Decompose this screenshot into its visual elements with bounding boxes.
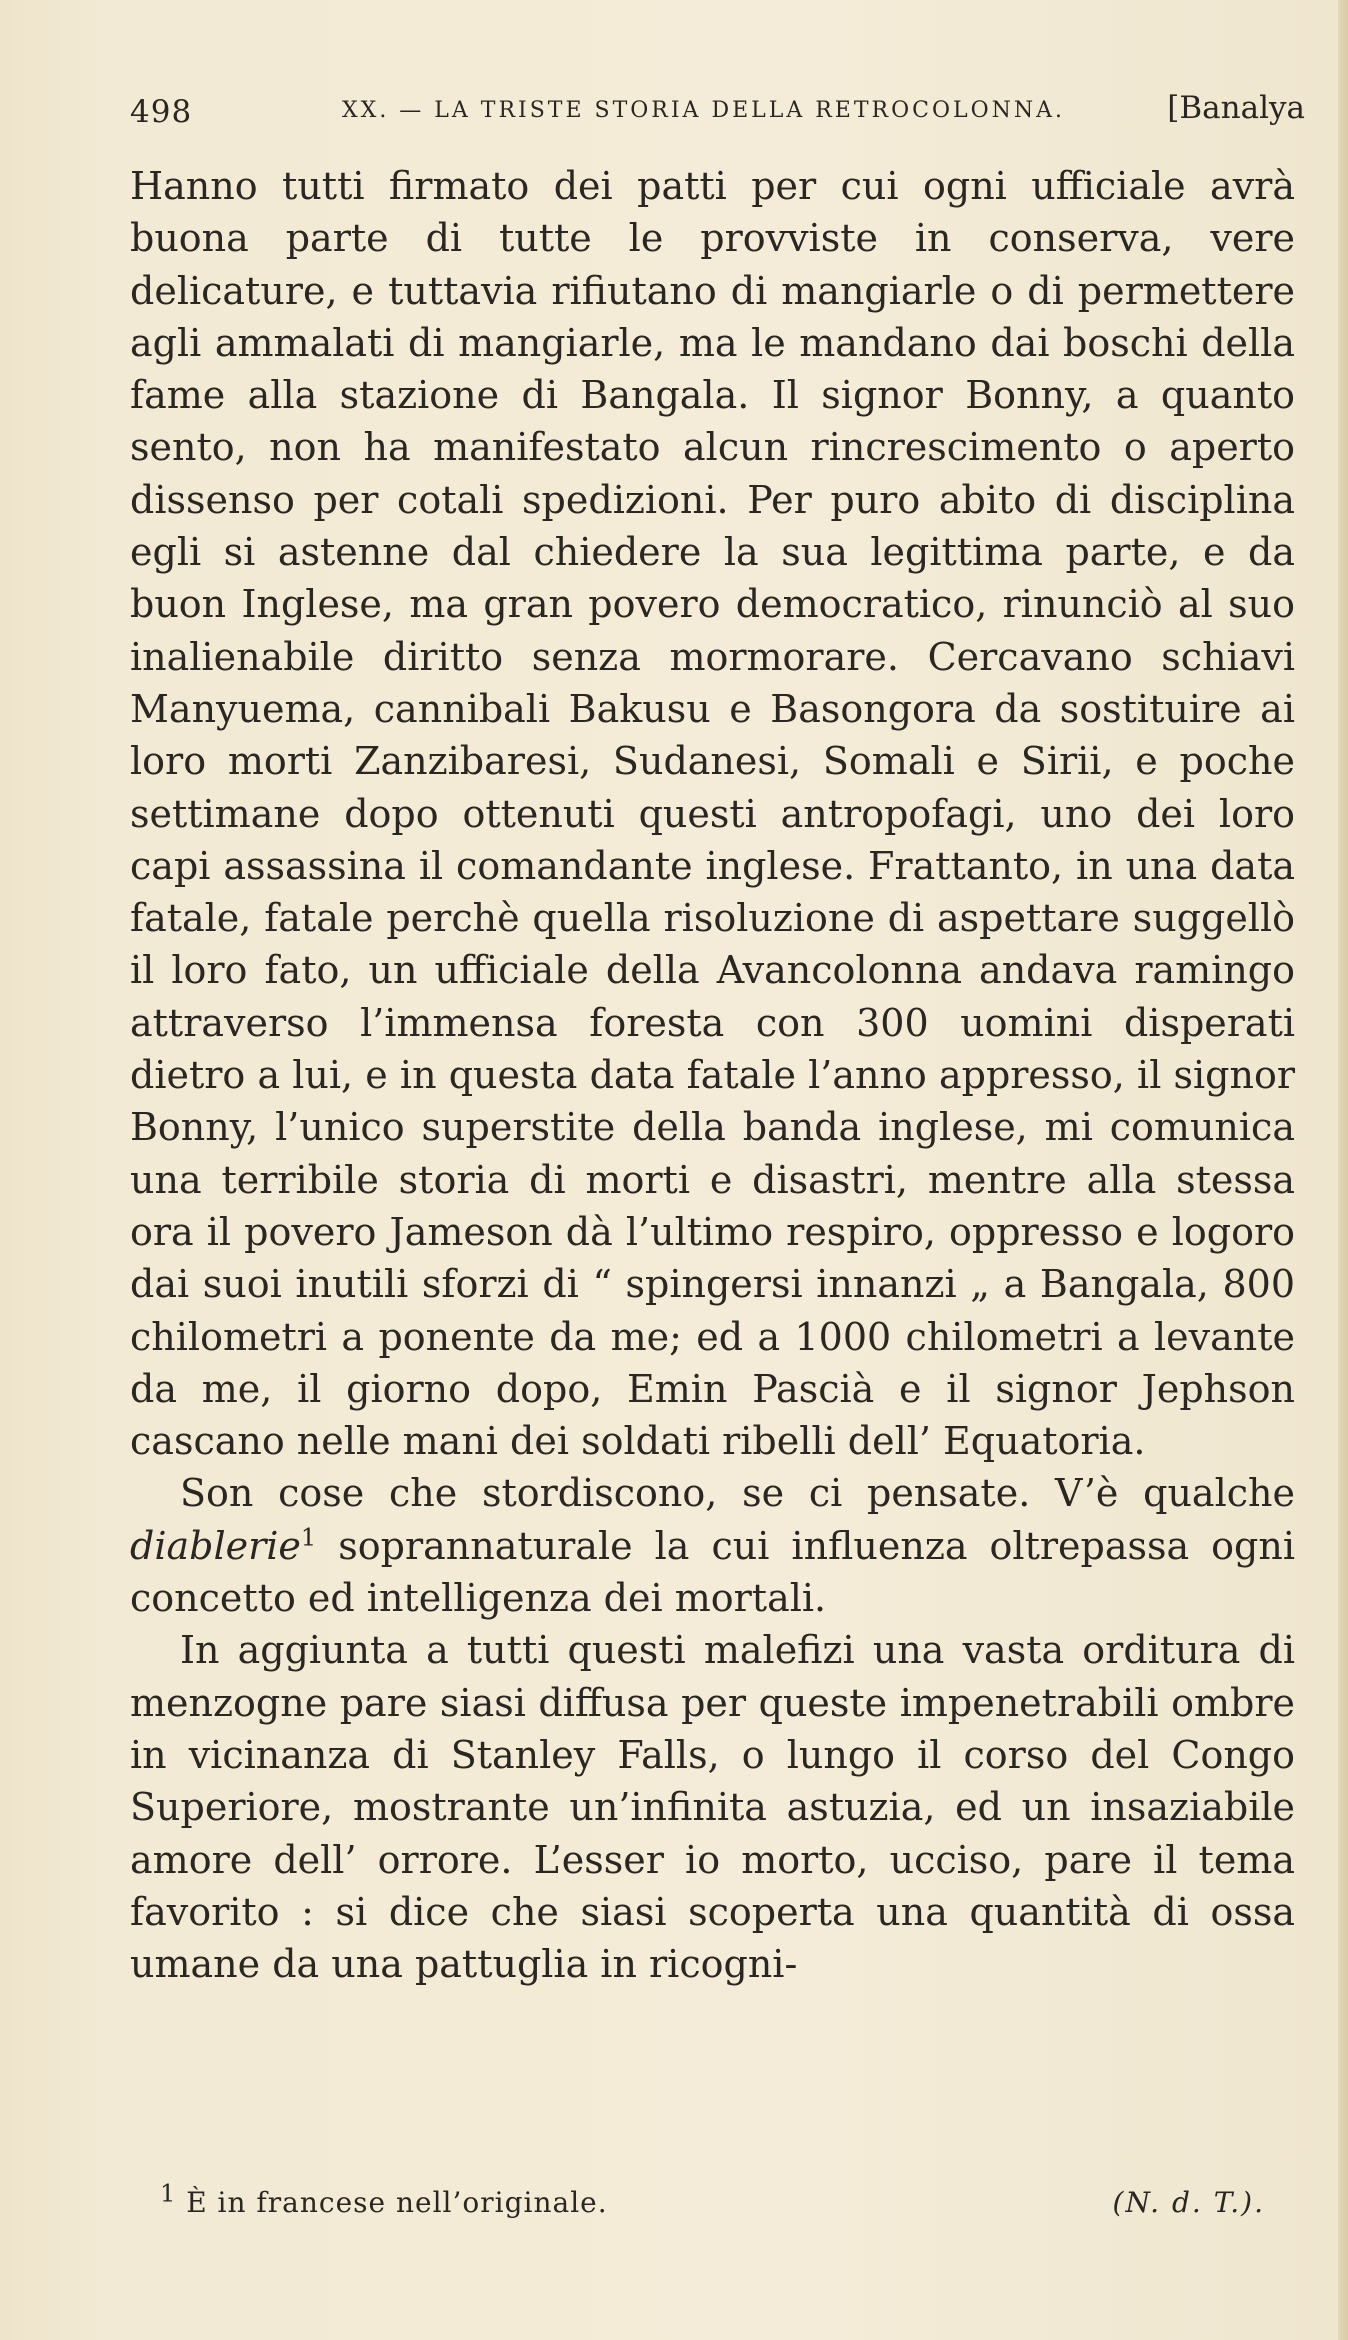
paragraph-2 xyxy=(130,1467,1295,1624)
page-number: 498 xyxy=(130,94,193,130)
footnote-reference: 1 xyxy=(300,1523,317,1552)
paragraph-1: Hanno tutti firmato dei patti per cui ogni ufficiale avrà buona parte di tutte le provviste in conserva, vere delicature, e tuttavia rifiutano di mangiarle o di permettere agli ammalati di mangiarle, ma le mandano dai boschi della fame alla stazione di Bangala. Il signor Bonny, a quanto sento, non ha manifestato alcun rincrescimento o aperto dissenso per cotali spedizioni. Per puro abito di disciplina egli si astenne dal chiedere la sua legittima parte, e da buon Inglese, ma gran povero democratico, rinunciò al suo inalienabile diritto senza mormorare. Cercavano schiavi Manyuema, cannibali Bakusu e Basongora da sostituire ai loro morti Zanzibaresi, Sudanesi, Somali e Sirii, e poche settimane dopo ottenuti questi antropofagi, uno dei loro capi assassina il comandante inglese. Frattanto, in una data fatale, fatale perchè quella risoluzione di aspettare suggellò il loro fato, un ufficiale della Avancolonna andava ramingo attraverso l’immensa foresta con 300 uomini disperati dietro a lui, e in questa data fatale l’anno appresso, il signor Bonny, l’unico superstite della banda inglese, mi comunica una terribile storia di morti e disastri, mentre alla stessa ora il povero Jameson dà l’ultimo respiro, oppresso e logoro dai suoi inutili sforzi di “ spingersi innanzi „ a Bangala, 800 chilometri a ponente da me; ed a 1000 chilometri a levante da me, il giorno dopo, Emin Pascià e il signor Jephson cascano nelle mani dei soldati ribelli dell’ Equatoria. xyxy=(130,164,1295,1464)
italic-term: diablerie xyxy=(130,1523,301,1568)
location-label: [Banalya xyxy=(1167,90,1305,126)
footnote xyxy=(160,2179,1265,2219)
footnote-credit: (N. d. T.). xyxy=(1112,2186,1265,2219)
footnote-text: È in francese nell’originale. xyxy=(186,2186,608,2219)
page-edge xyxy=(1338,0,1348,2340)
paragraph-2-start: Son cose che stordiscono, se ci pensate. V’è qualche xyxy=(180,1471,1295,1516)
footnote-mark: 1 xyxy=(160,2179,177,2208)
paragraph-3: In aggiunta a tutti questi malefizi una vasta orditura di menzogne pare siasi diffusa per queste impenetrabili ombre in vicinanza di Stanley Falls, o lungo il corso del Congo Superiore, mostrante un’infinita astuzia, ed un insaziabile amore dell’ orrore. L’esser io morto, ucciso, pare il tema favorito : si dice che siasi scoperta una quantità di ossa umane da una pattuglia in ricogni- xyxy=(130,1628,1295,1987)
paragraph-2-end: soprannaturale la cui influenza oltrepassa ogni concetto ed intelligenza dei mortali. xyxy=(130,1523,1295,1621)
body-text xyxy=(130,160,1295,1990)
running-title: XX. — LA TRISTE STORIA DELLA RETROCOLONNA. xyxy=(342,98,1066,123)
running-header xyxy=(130,84,1305,134)
